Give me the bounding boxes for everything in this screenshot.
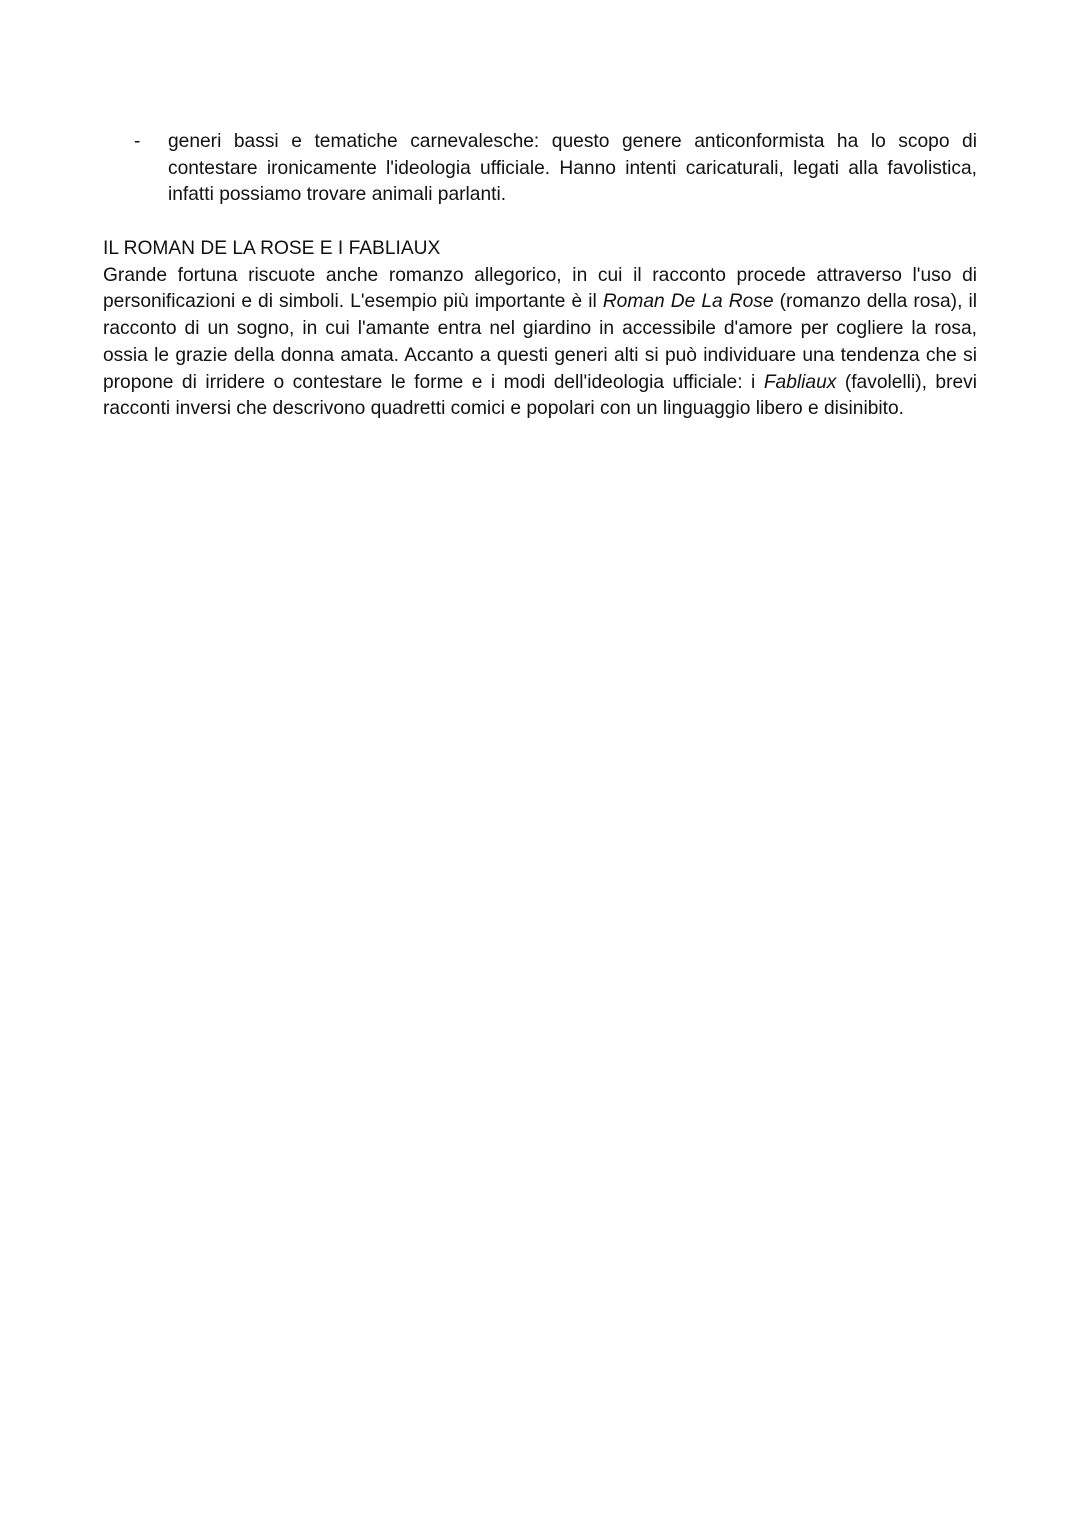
section-paragraph: [103, 263, 977, 423]
bullet-dash-marker: -: [134, 131, 141, 152]
section-heading: IL ROMAN DE LA ROSE E I FABLIAUX: [103, 238, 441, 259]
italic-title-roman-de-la-rose: Roman De La Rose: [602, 291, 774, 313]
section-roman-de-la-rose: [103, 236, 977, 423]
paragraph-text: (romanzo della rosa), il racconto di un sogno, in cui l'amante entra nel giardino in accessibile d'amore per cogliere la rosa, ossia le grazie della donna amata. Accanto a questi generi alti si può individuare una tendenza che si propone di irridere o contestare le forme e i modi dell'ideologia ufficiale: i: [103, 291, 977, 393]
paragraph-text: (favolelli), brevi racconti inversi che descrivono quadretti comici e popolari con un linguaggio libero e disinibito.: [103, 371, 978, 420]
bullet-text: generi bassi e tematiche carnevalesche: questo genere anticonformista ha lo scopo di contestare ironicamente l'ideologia ufficiale. Hanno intenti caricaturali, legati alla favolistica, infatti possiamo trovare animali parlanti.: [168, 131, 977, 206]
italic-term-fabliaux: Fabliaux: [763, 371, 837, 393]
paragraph-text: Grande fortuna riscuote anche romanzo allegorico, in cui il racconto procede attraverso l'uso di personificazioni e di simboli. L'esempio più importante è il: [103, 264, 977, 313]
bullet-item: [103, 129, 977, 209]
bullet-list: [103, 129, 977, 209]
